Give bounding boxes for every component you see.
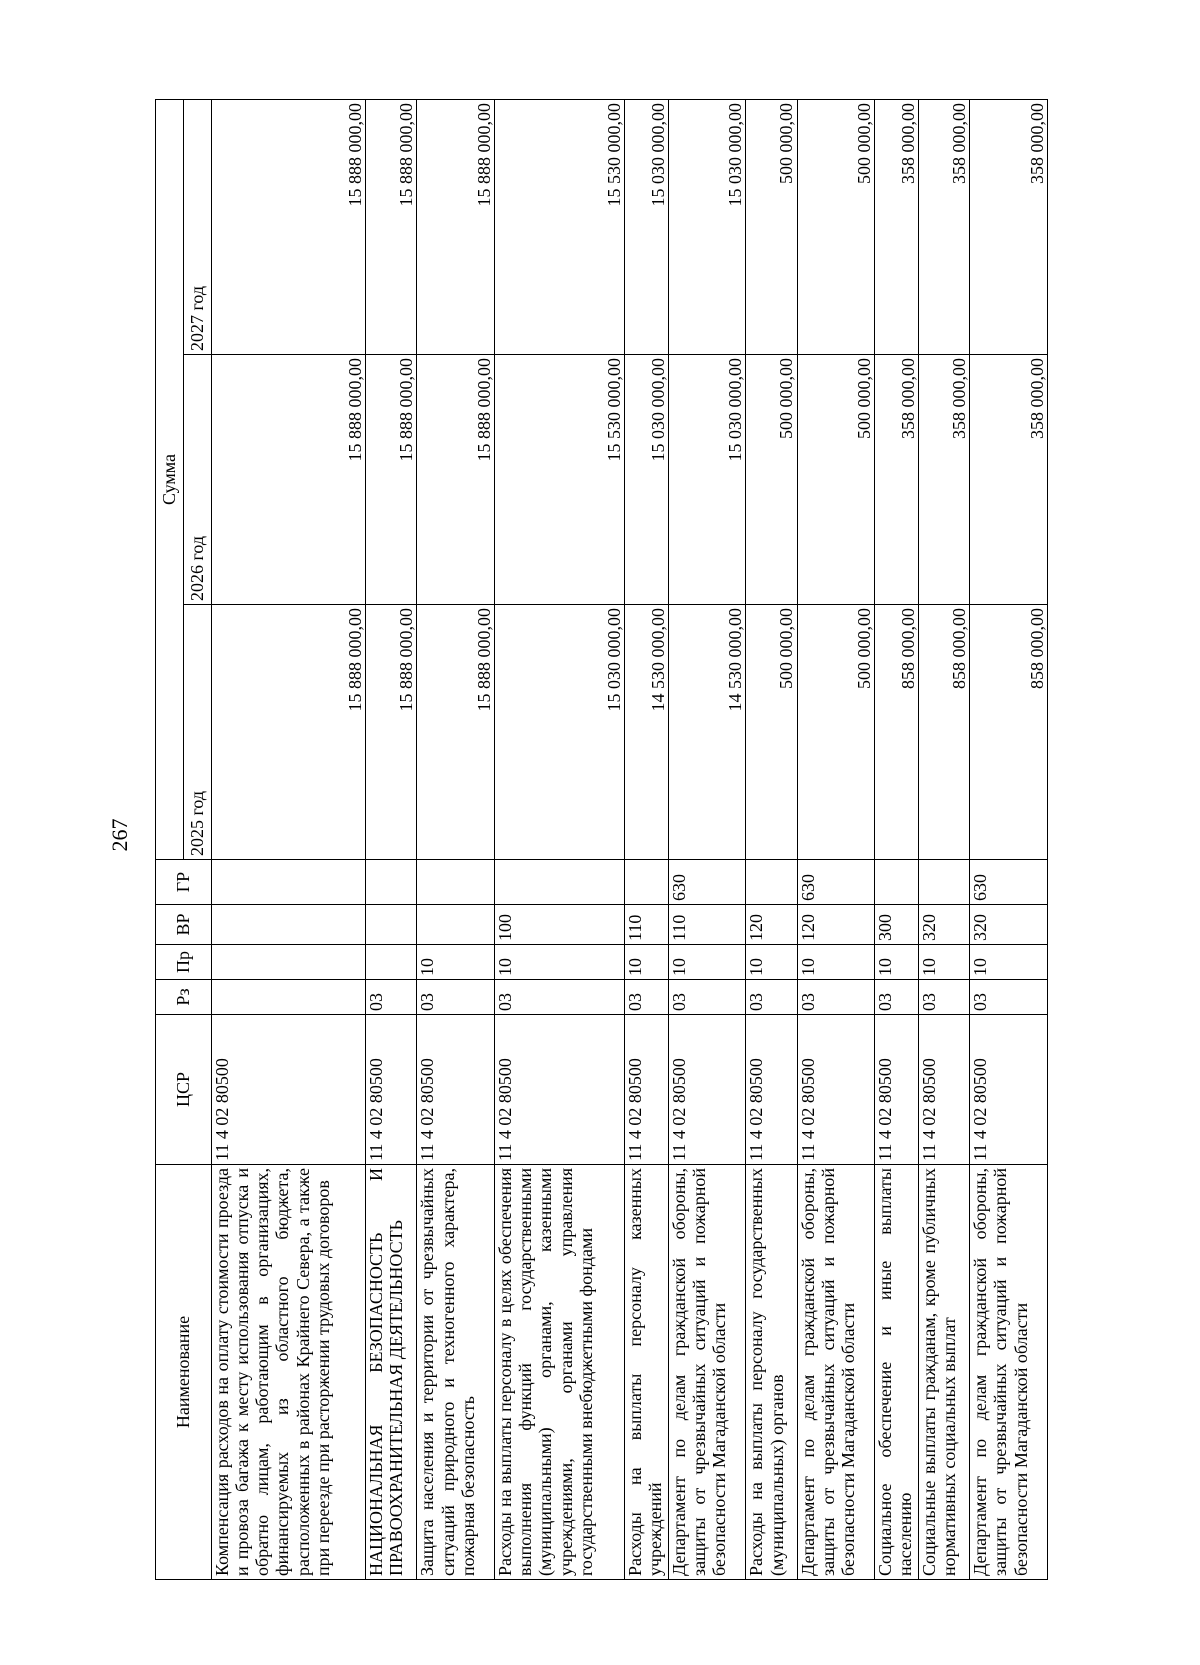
header-year-2026: 2026 год (184, 355, 212, 605)
row-name: НАЦИОНАЛЬНАЯ БЕЗОПАСНОСТЬ И ПРАВООХРАНИТЕЛЬНАЯ ДЕЯТЕЛЬНОСТЬ (366, 1165, 417, 1580)
table-row (746, 99, 797, 1579)
row-name: Департамент по делам гражданской обороны, защиты от чрезвычайных ситуаций и пожарной безопасности Магаданской области (797, 1165, 875, 1580)
row-pr: 10 (417, 945, 495, 980)
row-csr: 11 4 02 80500 (624, 1015, 668, 1165)
row-amount-2026: 358 000,00 (970, 355, 1048, 605)
row-amount-2026: 15 030 000,00 (624, 355, 668, 605)
row-amount-2027: 15 530 000,00 (495, 99, 625, 354)
row-gr (919, 860, 970, 905)
row-gr (366, 860, 417, 905)
table-row (797, 99, 875, 1579)
row-pr (212, 945, 366, 980)
row-rz: 03 (668, 980, 746, 1015)
header-gr: ГР (156, 860, 212, 905)
row-amount-2026: 15 888 000,00 (212, 355, 366, 605)
row-name: Расходы на выплаты персоналу государственных (муниципальных) органов (746, 1165, 797, 1580)
row-pr: 10 (668, 945, 746, 980)
row-rz: 03 (746, 980, 797, 1015)
row-rz: 03 (875, 980, 919, 1015)
row-name: Департамент по делам гражданской обороны, защиты от чрезвычайных ситуаций и пожарной безопасности Магаданской области (970, 1165, 1048, 1580)
row-pr: 10 (797, 945, 875, 980)
row-amount-2027: 358 000,00 (970, 99, 1048, 354)
row-name: Расходы на выплаты персоналу в целях обеспечения выполнения функций государственными (муниципальными) органами, казенными учреждениями, органами управления государственными внебюджетными фондами (495, 1165, 625, 1580)
page-number: 267 (107, 818, 132, 852)
header-year-2025: 2025 год (184, 605, 212, 860)
row-name: Социальные выплаты гражданам, кроме публичных нормативных социальных выплат (919, 1165, 970, 1580)
row-rz (212, 980, 366, 1015)
row-rz: 03 (797, 980, 875, 1015)
row-rz: 03 (366, 980, 417, 1015)
row-amount-2026: 15 888 000,00 (417, 355, 495, 605)
table-row (495, 99, 625, 1579)
row-csr: 11 4 02 80500 (366, 1015, 417, 1165)
row-gr (624, 860, 668, 905)
row-amount-2026: 500 000,00 (797, 355, 875, 605)
row-amount-2027: 15 888 000,00 (417, 99, 495, 354)
header-vr: ВР (156, 905, 212, 945)
row-csr: 11 4 02 80500 (212, 1015, 366, 1165)
row-amount-2027: 15 030 000,00 (624, 99, 668, 354)
row-name: Защита населения и территории от чрезвычайных ситуаций природного и техногенного характера, пожарная безопасность (417, 1165, 495, 1580)
row-amount-2025: 15 888 000,00 (366, 605, 417, 860)
row-pr: 10 (746, 945, 797, 980)
row-vr: 320 (919, 905, 970, 945)
row-gr (417, 860, 495, 905)
header-rz: Рз (156, 980, 212, 1015)
row-amount-2025: 500 000,00 (797, 605, 875, 860)
row-amount-2026: 358 000,00 (919, 355, 970, 605)
row-amount-2027: 15 888 000,00 (366, 99, 417, 354)
header-pr: Пр (156, 945, 212, 980)
row-rz: 03 (919, 980, 970, 1015)
row-amount-2025: 15 888 000,00 (417, 605, 495, 860)
row-gr (746, 860, 797, 905)
table-row (919, 99, 970, 1579)
row-amount-2025: 858 000,00 (919, 605, 970, 860)
row-vr: 110 (668, 905, 746, 945)
row-csr: 11 4 02 80500 (417, 1015, 495, 1165)
row-vr: 110 (624, 905, 668, 945)
row-amount-2026: 15 888 000,00 (366, 355, 417, 605)
row-csr: 11 4 02 80500 (797, 1015, 875, 1165)
row-csr: 11 4 02 80500 (495, 1015, 625, 1165)
row-amount-2027: 358 000,00 (875, 99, 919, 354)
header-csr: ЦСР (156, 1015, 212, 1165)
header-name: Наименование (156, 1165, 212, 1580)
row-pr: 10 (875, 945, 919, 980)
row-vr: 300 (875, 905, 919, 945)
table-row (875, 99, 919, 1579)
row-amount-2026: 15 030 000,00 (668, 355, 746, 605)
table-row (668, 99, 746, 1579)
row-vr (366, 905, 417, 945)
row-csr: 11 4 02 80500 (970, 1015, 1048, 1165)
table-row (624, 99, 668, 1579)
row-pr: 10 (970, 945, 1048, 980)
row-pr: 10 (624, 945, 668, 980)
row-pr: 10 (919, 945, 970, 980)
row-amount-2025: 15 888 000,00 (212, 605, 366, 860)
row-amount-2025: 14 530 000,00 (624, 605, 668, 860)
row-vr: 120 (746, 905, 797, 945)
row-gr: 630 (668, 860, 746, 905)
row-csr: 11 4 02 80500 (668, 1015, 746, 1165)
header-year-2027: 2027 год (184, 99, 212, 354)
table-row (970, 99, 1048, 1579)
row-rz: 03 (495, 980, 625, 1015)
table-row (212, 99, 366, 1579)
table-row (366, 99, 417, 1579)
budget-table (155, 99, 1048, 1580)
row-amount-2026: 358 000,00 (875, 355, 919, 605)
row-gr: 630 (797, 860, 875, 905)
row-amount-2025: 858 000,00 (875, 605, 919, 860)
row-amount-2025: 15 030 000,00 (495, 605, 625, 860)
row-vr: 120 (797, 905, 875, 945)
row-amount-2027: 358 000,00 (919, 99, 970, 354)
row-pr: 10 (495, 945, 625, 980)
row-amount-2025: 858 000,00 (970, 605, 1048, 860)
header-sum: Сумма (156, 99, 184, 859)
row-amount-2025: 14 530 000,00 (668, 605, 746, 860)
row-name: Департамент по делам гражданской обороны, защиты от чрезвычайных ситуаций и пожарной безопасности Магаданской области (668, 1165, 746, 1580)
row-amount-2027: 15 888 000,00 (212, 99, 366, 354)
row-amount-2025: 500 000,00 (746, 605, 797, 860)
row-rz: 03 (417, 980, 495, 1015)
row-name: Социальное обеспечение и иные выплаты населению (875, 1165, 919, 1580)
row-gr (495, 860, 625, 905)
row-amount-2027: 500 000,00 (746, 99, 797, 354)
row-rz: 03 (624, 980, 668, 1015)
row-vr (417, 905, 495, 945)
row-gr (875, 860, 919, 905)
row-csr: 11 4 02 80500 (746, 1015, 797, 1165)
row-pr (366, 945, 417, 980)
row-vr: 320 (970, 905, 1048, 945)
row-amount-2026: 500 000,00 (746, 355, 797, 605)
table-body (212, 99, 1048, 1579)
row-vr: 100 (495, 905, 625, 945)
rotated-table-container (155, 100, 1048, 1580)
row-name: Расходы на выплаты персоналу казенных учреждений (624, 1165, 668, 1580)
row-gr: 630 (970, 860, 1048, 905)
table-row (417, 99, 495, 1579)
row-amount-2026: 15 530 000,00 (495, 355, 625, 605)
row-amount-2027: 15 030 000,00 (668, 99, 746, 354)
row-amount-2027: 500 000,00 (797, 99, 875, 354)
row-name: Компенсация расходов на оплату стоимости проезда и провоза багажа к месту использования отпуска и обратно лицам, работающим в организациях, финансируемых из областного бюджета, расположенных в районах Крайнего Севера, а также при переезде при расторжении трудовых договоров (212, 1165, 366, 1580)
row-rz: 03 (970, 980, 1048, 1015)
row-csr: 11 4 02 80500 (919, 1015, 970, 1165)
row-vr (212, 905, 366, 945)
row-csr: 11 4 02 80500 (875, 1015, 919, 1165)
row-gr (212, 860, 366, 905)
